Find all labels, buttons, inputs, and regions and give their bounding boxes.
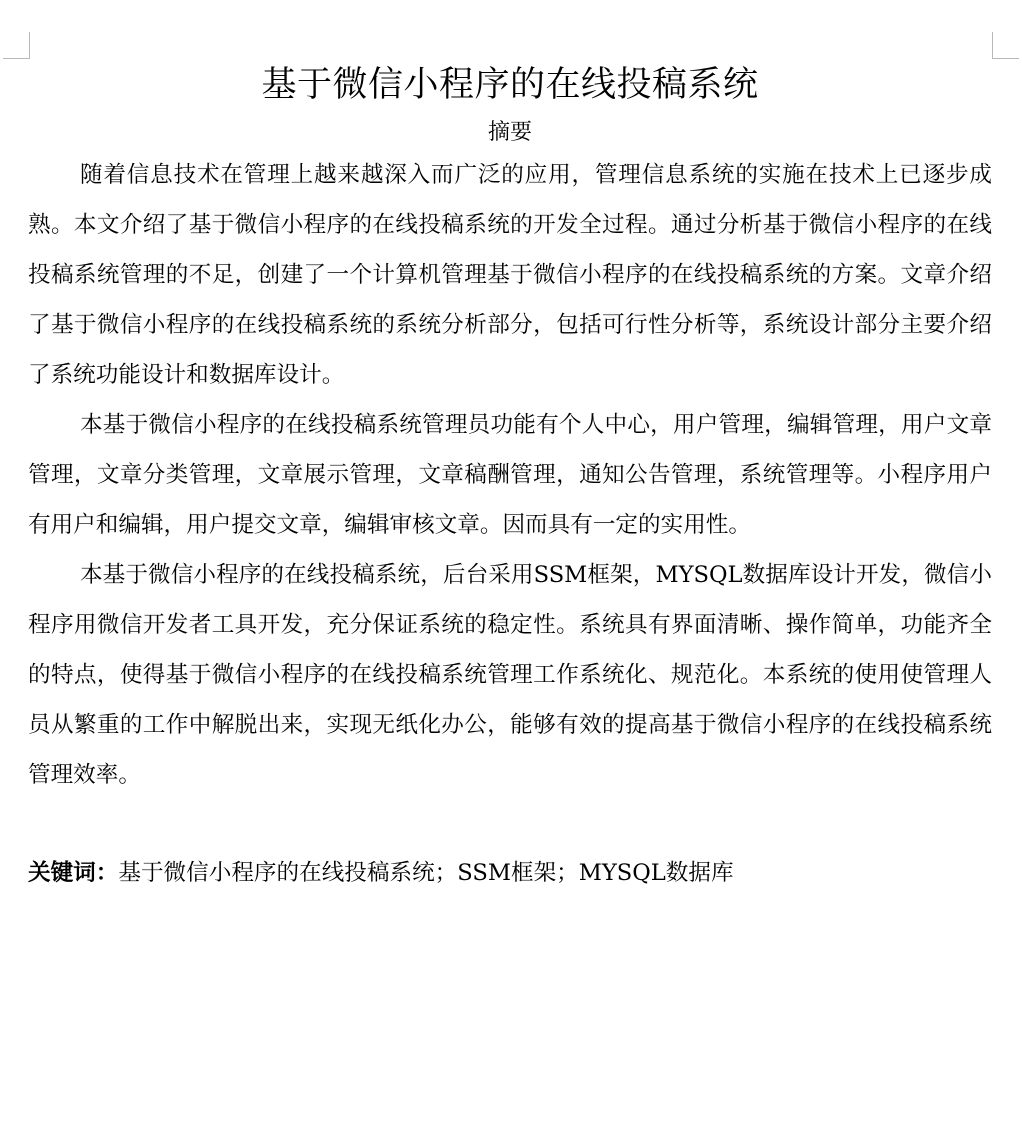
abstract-heading: 摘要: [487, 120, 532, 145]
abstract-paragraph-2: 本基于微信小程序的在线投稿系统管理员功能有个人中心，用户管理，编辑管理，用户文章管理，文章分类管理，文章展示管理，文章稿酬管理，通知公告管理，系统管理等。小程序用户有用户和编辑，用户提交文章，编辑审核文章。因而具有一定的实用性。: [28, 412, 992, 538]
keywords-label: 关键词：: [28, 860, 119, 886]
page-corner-mark-top-right: [992, 32, 1019, 59]
keywords-line: [28, 848, 992, 898]
document-title: 基于微信小程序的在线投稿系统: [261, 65, 759, 105]
keywords-text: 基于微信小程序的在线投稿系统；SSM框架；MYSQL数据库: [118, 860, 734, 886]
document-page: [28, 58, 992, 898]
abstract-paragraph-1: 随着信息技术在管理上越来越深入而广泛的应用，管理信息系统的实施在技术上已逐步成熟。本文介绍了基于微信小程序的在线投稿系统的开发全过程。通过分析基于微信小程序的在线投稿系统管理的不足，创建了一个计算机管理基于微信小程序的在线投稿系统的方案。文章介绍了基于微信小程序的在线投稿系统的系统分析部分，包括可行性分析等，系统设计部分主要介绍了系统功能设计和数据库设计。: [28, 162, 992, 388]
abstract-paragraph-3: 本基于微信小程序的在线投稿系统，后台采用SSM框架，MYSQL数据库设计开发，微信小程序用微信开发者工具开发，充分保证系统的稳定性。系统具有界面清晰、操作简单，功能齐全的特点，使得基于微信小程序的在线投稿系统管理工作系统化、规范化。本系统的使用使管理人员从繁重的工作中解脱出来，实现无纸化办公，能够有效的提高基于微信小程序的在线投稿系统管理效率。: [28, 562, 992, 788]
page-corner-mark-top-left: [3, 32, 30, 59]
